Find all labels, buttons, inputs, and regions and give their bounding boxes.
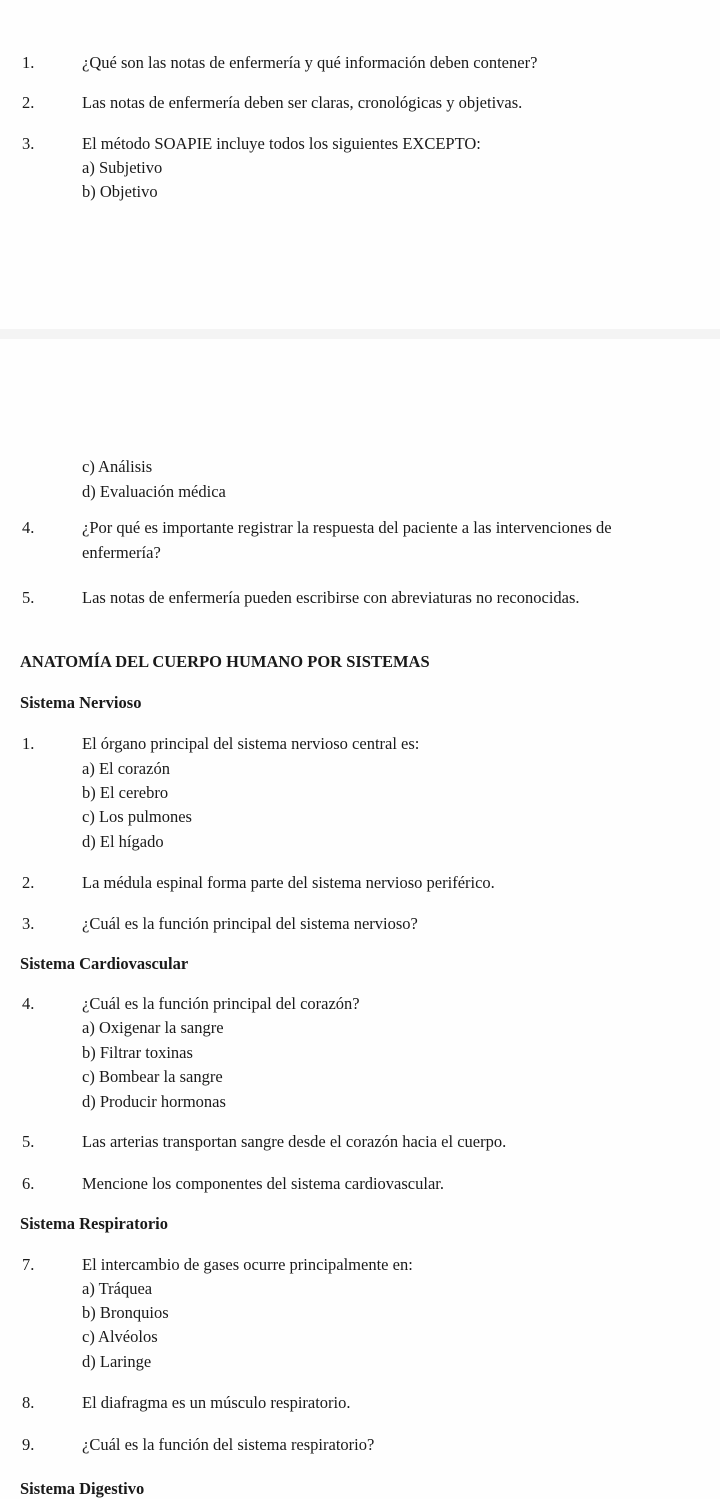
question-number: 4. <box>22 994 35 1013</box>
question-item <box>0 53 720 73</box>
question-item <box>0 994 720 1014</box>
answer-option: d) El hígado <box>82 832 164 851</box>
question-text: Las arterias transportan sangre desde el corazón hacia el cuerpo. <box>82 1132 507 1151</box>
question-number: 7. <box>22 1255 35 1274</box>
question-item <box>0 1255 720 1275</box>
answer-option: a) El corazón <box>82 759 170 778</box>
question-number: 5. <box>22 588 35 607</box>
question-item <box>0 588 720 608</box>
question-text: El órgano principal del sistema nervioso central es: <box>82 734 420 753</box>
section-heading: Sistema Respiratorio <box>20 1214 169 1233</box>
answer-option: d) Producir hormonas <box>82 1092 226 1111</box>
question-number: 1. <box>22 734 35 753</box>
question-text: ¿Cuál es la función del sistema respiratorio? <box>82 1435 375 1454</box>
question-item <box>0 1435 720 1455</box>
question-item <box>0 914 720 934</box>
question-number: 8. <box>22 1393 35 1412</box>
answer-option: b) Filtrar toxinas <box>82 1043 193 1062</box>
answer-option: c) Análisis <box>82 457 153 476</box>
question-number: 2. <box>22 873 35 892</box>
question-number: 2. <box>22 93 35 112</box>
page-break <box>0 329 720 339</box>
answer-option: a) Subjetivo <box>82 158 163 177</box>
answer-option: c) Alvéolos <box>82 1327 158 1346</box>
question-number: 1. <box>22 53 35 72</box>
section-heading: Sistema Cardiovascular <box>20 954 189 973</box>
question-text: ¿Qué son las notas de enfermería y qué información deben contener? <box>82 53 538 72</box>
question-number: 9. <box>22 1435 35 1454</box>
answer-option: b) El cerebro <box>82 783 169 802</box>
question-text: ¿Cuál es la función principal del sistema nervioso? <box>82 914 418 933</box>
answer-option: c) Bombear la sangre <box>82 1067 223 1086</box>
question-text: Las notas de enfermería deben ser claras, cronológicas y objetivas. <box>82 93 523 112</box>
answer-option: a) Tráquea <box>82 1279 153 1298</box>
question-text: El método SOAPIE incluye todos los siguientes EXCEPTO: <box>82 134 481 153</box>
question-number: 6. <box>22 1174 35 1193</box>
question-number: 3. <box>22 914 35 933</box>
section-heading: Sistema Digestivo <box>20 1479 145 1498</box>
question-text: Mencione los componentes del sistema cardiovascular. <box>82 1174 444 1193</box>
question-item <box>0 734 720 754</box>
answer-option: c) Los pulmones <box>82 807 192 826</box>
question-text: ¿Cuál es la función principal del corazón? <box>82 994 360 1013</box>
question-item <box>0 1393 720 1413</box>
answer-option: enfermería? <box>82 543 161 562</box>
question-text: La médula espinal forma parte del sistema nervioso periférico. <box>82 873 495 892</box>
question-item <box>0 1174 720 1194</box>
question-item <box>0 873 720 893</box>
question-number: 4. <box>22 518 35 537</box>
question-number: 5. <box>22 1132 35 1151</box>
question-text: ¿Por qué es importante registrar la respuesta del paciente a las intervenciones de <box>82 518 612 537</box>
question-item <box>0 518 720 538</box>
question-text: El intercambio de gases ocurre principalmente en: <box>82 1255 413 1274</box>
answer-option: b) Bronquios <box>82 1303 169 1322</box>
section-heading: ANATOMÍA DEL CUERPO HUMANO POR SISTEMAS <box>20 652 430 671</box>
section-heading: Sistema Nervioso <box>20 693 142 712</box>
answer-option: b) Objetivo <box>82 182 158 201</box>
question-text: El diafragma es un músculo respiratorio. <box>82 1393 351 1412</box>
question-item <box>0 134 720 154</box>
answer-option: d) Evaluación médica <box>82 482 226 501</box>
answer-option: d) Laringe <box>82 1352 152 1371</box>
answer-option: a) Oxigenar la sangre <box>82 1018 224 1037</box>
question-text: Las notas de enfermería pueden escribirse con abreviaturas no reconocidas. <box>82 588 580 607</box>
question-item <box>0 1132 720 1152</box>
question-item <box>0 93 720 113</box>
question-number: 3. <box>22 134 35 153</box>
